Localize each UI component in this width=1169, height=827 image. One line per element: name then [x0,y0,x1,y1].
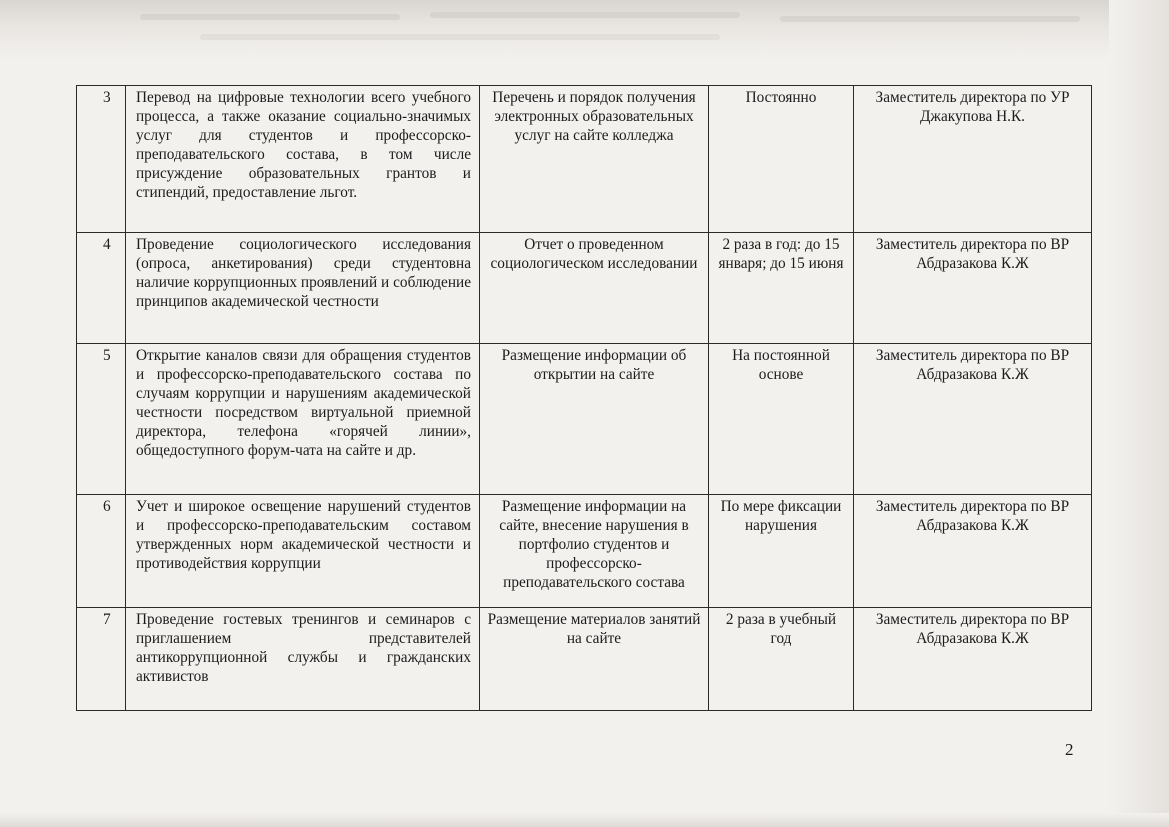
action-plan-table [76,85,1092,711]
responsible-person: Заместитель директора по ВР Абдразакова К.Ж [854,495,1092,608]
deadline: 2 раза в год: до 15 января; до 15 июня [709,233,854,344]
completion-form: Размещение информации об открытии на сайте [480,344,709,495]
responsible-person: Заместитель директора по ВР Абдразакова К.Ж [854,344,1092,495]
row-number: 7 [77,608,126,711]
action-description: Открытие каналов связи для обращения студентов и профессорско-преподавательского состава по случаям коррупции и нарушениям академической честности посредством виртуальной приемной директора, телефона «горячей линии», общедоступного форум-чата на сайте и др. [126,344,480,495]
responsible-person: Заместитель директора по ВР Абдразакова К.Ж [854,608,1092,711]
action-description: Перевод на цифровые технологии всего учебного процесса, а также оказание социально-значимых услуг для студентов и профессорско-преподавательского состава, в том числе присуждение образовательных грантов и стипендий, предоставление льгот. [126,86,480,233]
scan-shadow-right [1109,0,1169,827]
action-description: Проведение социологического исследования (опроса, анкетирования) среди студентовна наличие коррупционных проявлений и соблюдение принципов академической честности [126,233,480,344]
action-description: Учет и широкое освещение нарушений студентов и профессорско-преподавательским составом утвержденных норм академической честности и противодействия коррупции [126,495,480,608]
scan-shadow-top [0,0,1169,60]
bleed-through-text [200,34,720,40]
responsible-person: Заместитель директора по УР Джакупова Н.К. [854,86,1092,233]
row-number: 6 [77,495,126,608]
bleed-through-text [140,14,400,20]
deadline: Постоянно [709,86,854,233]
completion-form: Отчет о проведенном социологическом исследовании [480,233,709,344]
row-number: 5 [77,344,126,495]
bleed-through-text [780,16,1080,22]
action-description: Проведение гостевых тренингов и семинаров с приглашением представителей антикоррупционной службы и гражданских активистов [126,608,480,711]
row-number: 3 [77,86,126,233]
responsible-person: Заместитель директора по ВР Абдразакова К.Ж [854,233,1092,344]
deadline: По мере фиксации нарушения [709,495,854,608]
deadline: На постоянной основе [709,344,854,495]
scan-shadow-bottom [0,813,1169,827]
row-number: 4 [77,233,126,344]
completion-form: Перечень и порядок получения электронных образовательных услуг на сайте колледжа [480,86,709,233]
deadline: 2 раза в учебный год [709,608,854,711]
completion-form: Размещение материалов занятий на сайте [480,608,709,711]
page-number: 2 [1065,740,1074,759]
completion-form: Размещение информации на сайте, внесение нарушения в портфолио студентов и профессорско-преподавательского состава [480,495,709,608]
bleed-through-text [430,12,740,18]
